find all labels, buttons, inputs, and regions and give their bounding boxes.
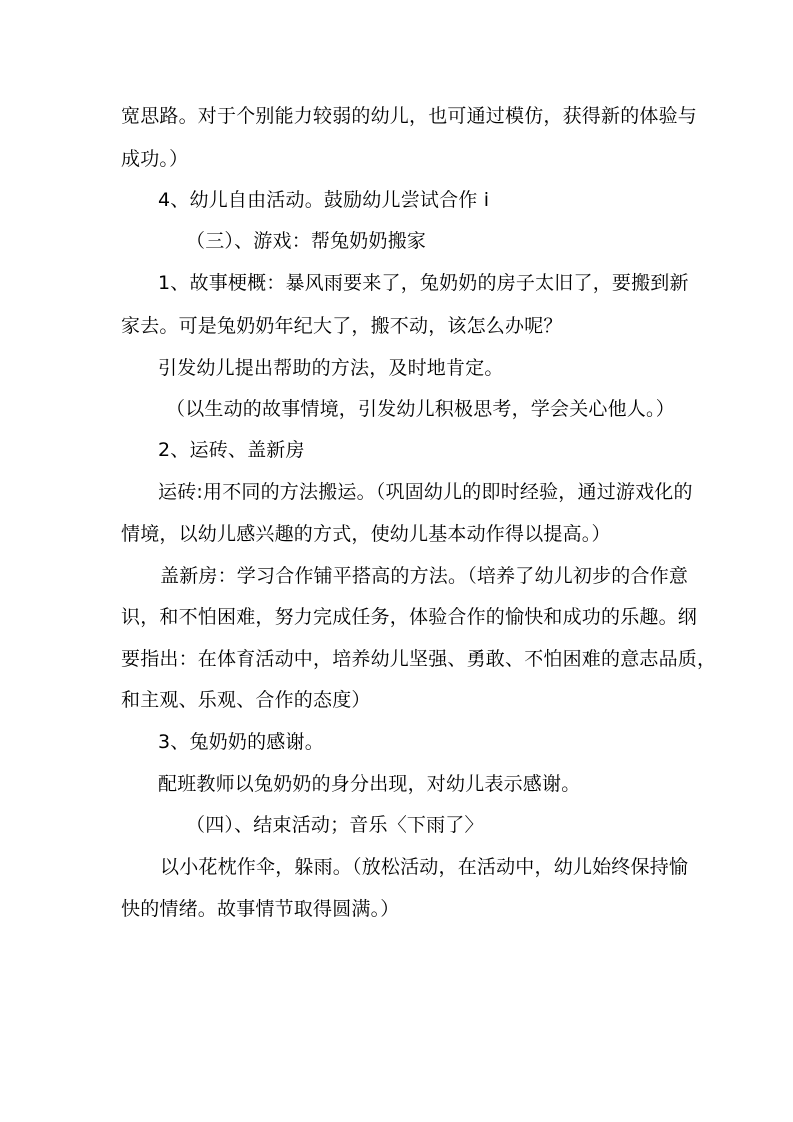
paragraph-line: 以小花枕作伞，躲雨。（放松活动，在活动中，幼儿始终保持愉 — [160, 856, 689, 878]
section-heading-3: （三）、游戏：帮兔奶奶搬家 — [186, 230, 427, 252]
paragraph-line: 盖新房：学习合作铺平搭高的方法。（培养了幼儿初步的合作意 — [160, 565, 689, 587]
paragraph-line: （以生动的故事情境，引发幼儿积极思考，学会关心他人。） — [166, 398, 675, 420]
paragraph-line: 快的情绪。故事情节取得圆满。） — [121, 898, 400, 920]
paragraph-line: 引发幼儿提出帮助的方法，及时地肯定。 — [158, 357, 504, 379]
paragraph-line: 情境，以幼儿感兴趣的方式，使幼儿基本动作得以提高。） — [121, 523, 611, 545]
paragraph-line: 要指出：在体育活动中，培养幼儿坚强、勇敢、不怕困难的意志品质， — [121, 648, 717, 670]
list-item-2: 2、运砖、盖新房 — [158, 439, 305, 461]
section-heading-4: （四）、结束活动；音乐〈下雨了〉 — [186, 814, 484, 836]
list-item-3: 3、兔奶奶的感谢。 — [158, 731, 324, 753]
paragraph-line: 配班教师以兔奶奶的身分出现，对幼儿表示感谢。 — [158, 773, 581, 795]
paragraph-line: 成功。） — [121, 148, 189, 170]
paragraph-line: 和主观、乐观、合作的态度） — [121, 689, 371, 711]
list-item-4: 4、幼儿自由活动。鼓励幼儿尝试合作 i — [158, 189, 490, 211]
paragraph-line: 识，和不怕困难，努力完成任务，体验合作的愉快和成功的乐趣。纲 — [121, 606, 698, 628]
paragraph-line: 家去。可是兔奶奶年纪大了，搬不动，该怎么办呢？ — [121, 315, 563, 337]
list-item-1: 1、故事梗概：暴风雨要来了，兔奶奶的房子太旧了，要搬到新 — [158, 272, 689, 294]
paragraph-line: 宽思路。对于个别能力较弱的幼儿，也可通过模仿，获得新的体验与 — [121, 105, 698, 127]
paragraph-line: 运砖:用不同的方法搬运。（巩固幼儿的即时经验，通过游戏化的 — [158, 481, 693, 503]
